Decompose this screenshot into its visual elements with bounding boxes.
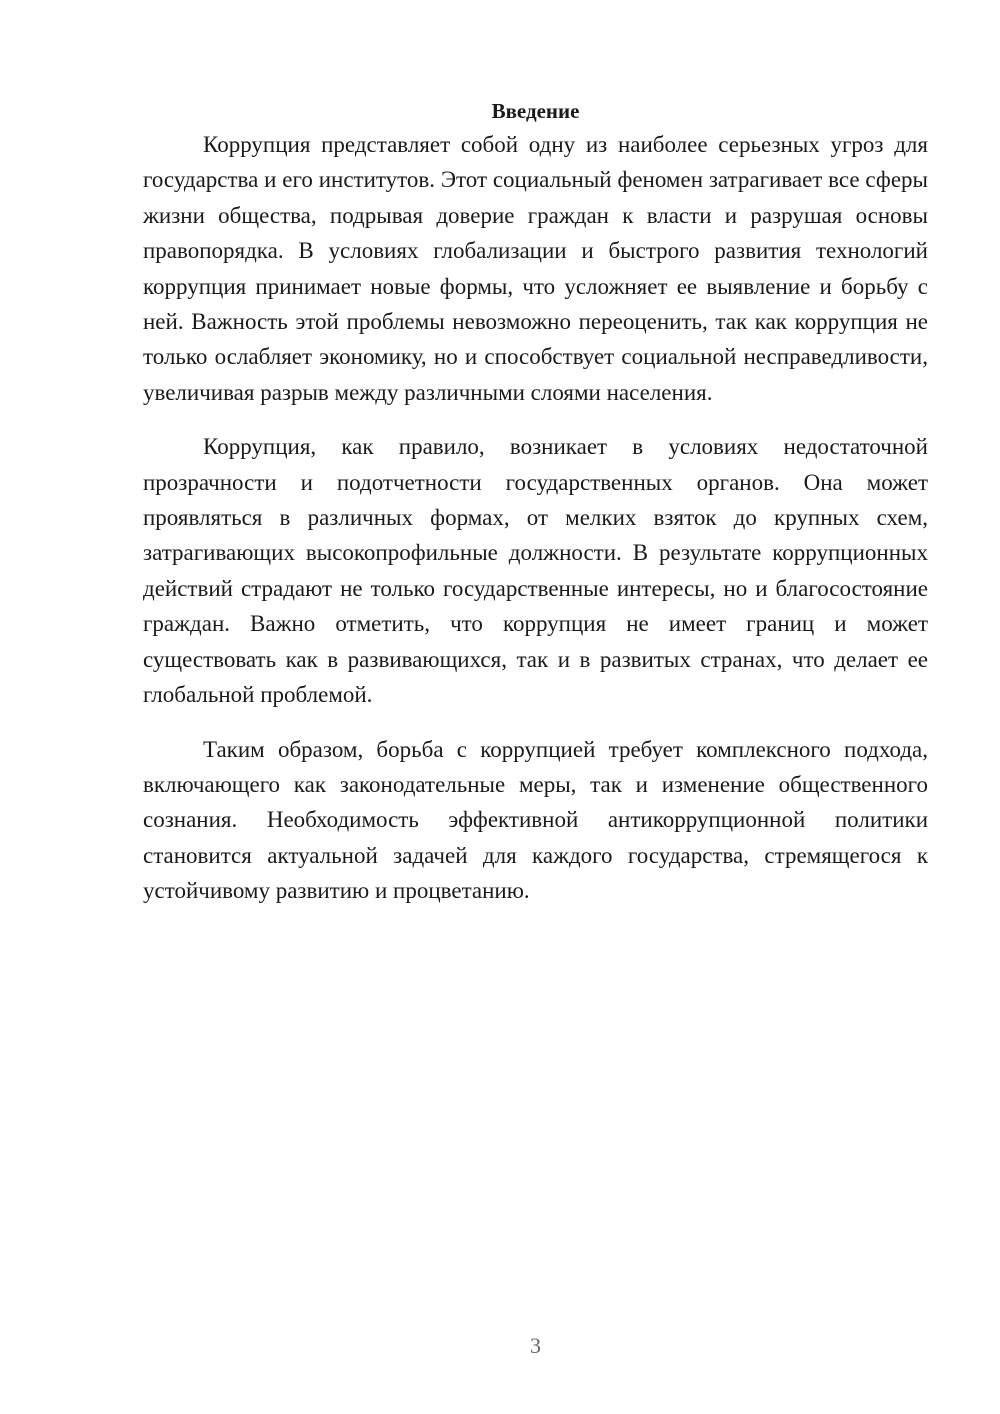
- page-content: [143, 95, 928, 909]
- paragraph-2: Коррупция, как правило, возникает в условиях недостаточной прозрачности и подотчетности государственных органов. Она может проявляться в различных формах, от мелких взяток до крупных схем, затрагивающих высокопрофильные должности. В результате коррупционных действий страдают не только государственные интересы, но и благосостояние граждан. Важно отметить, что коррупция не имеет границ и может существовать как в развивающихся, так и в развитых странах, что делает ее глобальной проблемой.: [143, 434, 928, 708]
- paragraph-1: Коррупция представляет собой одну из наиболее серьезных угроз для государства и его институтов. Этот социальный феномен затрагивает все сферы жизни общества, подрывая доверие граждан к власти и разрушая основы правопорядка. В условиях глобализации и быстрого развития технологий коррупция принимает новые формы, что усложняет ее выявление и борьбу с ней. Важность этой проблемы невозможно переоценить, так как коррупция не только ослабляет экономику, но и способствует социальной несправедливости, увеличивая разрыв между различными слоями населения.: [143, 132, 928, 405]
- paragraph-3: Таким образом, борьба с коррупцией требует комплексного подхода, включающего как законодательные меры, так и изменение общественного сознания. Необходимость эффективной антикоррупционной политики становится актуальной задачей для каждого государства, стремящегося к устойчивому развитию и процветанию.: [143, 736, 928, 904]
- page-number: 3: [530, 1333, 541, 1358]
- section-title: Введение: [491, 99, 580, 123]
